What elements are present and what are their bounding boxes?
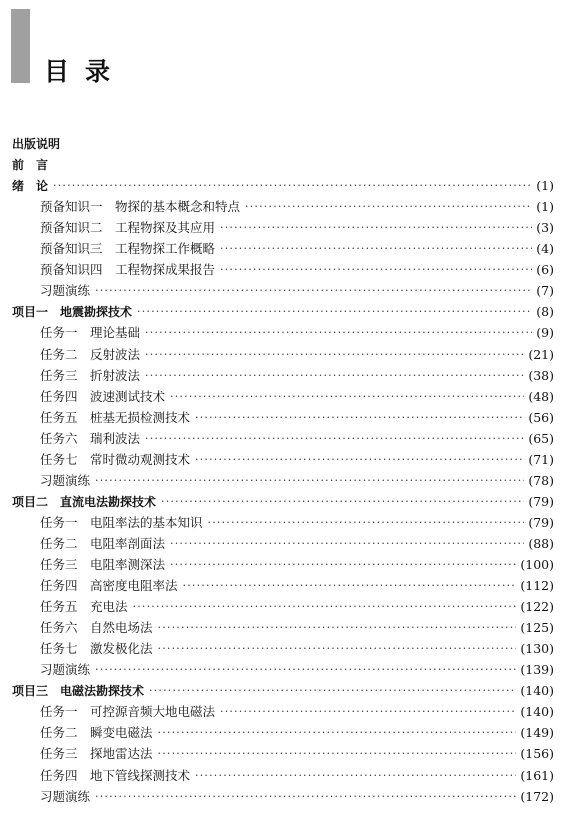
toc-subentry[interactable]: [0, 323, 569, 343]
toc-entry-label: 项目三 电磁法勘探技术: [12, 684, 145, 699]
dot-leader: [149, 681, 516, 701]
toc-entry-label: 预备知识四 工程物探成果报告: [40, 262, 216, 278]
toc-page-number: (9): [536, 325, 554, 341]
toc-entry-label: 项目一 地震勘探技术: [12, 305, 133, 320]
toc-section-entry[interactable]: [0, 681, 569, 701]
dot-leader: [170, 387, 524, 407]
toc-page-number: (172): [520, 788, 554, 804]
toc-section-entry[interactable]: [0, 492, 569, 512]
toc-subentry[interactable]: [0, 660, 569, 680]
toc-subentry[interactable]: [0, 702, 569, 722]
dot-leader: [53, 176, 532, 196]
toc-entry-label: 预备知识一 物探的基本概念和特点: [40, 199, 241, 215]
toc-entry-label: 预备知识三 工程物探工作概略: [40, 241, 216, 257]
toc-subentry[interactable]: [0, 408, 569, 428]
dot-leader: [195, 766, 516, 786]
toc-entry-label: 习题演练: [40, 283, 91, 299]
dot-leader: [158, 744, 517, 764]
dot-leader: [170, 534, 524, 554]
dot-leader: [195, 450, 524, 470]
dot-leader: [208, 513, 525, 533]
toc-subentry[interactable]: [0, 471, 569, 491]
toc-subentry[interactable]: [0, 576, 569, 596]
toc-entry-label: 习题演练: [40, 788, 91, 804]
toc-entry-label: 任务三 探地雷达法: [40, 746, 153, 762]
toc-page-number: (88): [528, 535, 554, 551]
toc-page-number: (112): [520, 578, 554, 594]
dot-leader: [170, 555, 516, 575]
dot-leader: [158, 723, 517, 743]
dot-leader: [245, 197, 532, 217]
title-char-1: 目: [44, 57, 72, 86]
dot-leader: [195, 408, 524, 428]
toc-page-number: (161): [520, 767, 554, 783]
toc-page-number: (6): [536, 262, 554, 278]
toc-subentry[interactable]: [0, 281, 569, 301]
toc-entry-label: 任务一 可控源音频大地电磁法: [40, 704, 216, 720]
toc-subentry[interactable]: [0, 239, 569, 259]
toc-subentry[interactable]: [0, 744, 569, 764]
toc-subentry[interactable]: [0, 218, 569, 238]
title-char-2: 录: [85, 57, 113, 86]
toc-entry-label: 任务五 充电法: [40, 599, 128, 615]
toc-subentry[interactable]: [0, 639, 569, 659]
toc-entry-label: 绪 论: [12, 179, 49, 194]
toc-subentry[interactable]: [0, 618, 569, 638]
dot-leader: [145, 345, 524, 365]
toc-entry-label: 任务四 波速测试技术: [40, 388, 166, 404]
toc-section-entry[interactable]: [0, 176, 569, 196]
toc-entry-label: 预备知识二 工程物探及其应用: [40, 220, 216, 236]
toc-page-number: (1): [536, 199, 554, 215]
toc-page-number: (79): [528, 514, 554, 530]
toc-entry-label: 任务七 常时微动观测技术: [40, 451, 191, 467]
toc-entry-label: 任务二 反射波法: [40, 346, 141, 362]
toc-section-entry[interactable]: [0, 134, 569, 154]
dot-leader: [220, 702, 516, 722]
dot-leader: [133, 597, 517, 617]
toc-page-number: (71): [528, 451, 554, 467]
toc-page-number: (130): [520, 641, 554, 657]
dot-leader: [158, 639, 517, 659]
toc-entry-label: 项目二 直流电法勘探技术: [12, 494, 157, 509]
toc-section-entry[interactable]: [0, 155, 569, 175]
toc-entry-label: 出版说明: [12, 137, 61, 151]
toc-entry-label: 任务七 激发极化法: [40, 641, 153, 657]
toc-page-number: (139): [520, 662, 554, 678]
toc-page-number: (156): [520, 746, 554, 762]
dot-leader: [95, 787, 516, 807]
toc-subentry[interactable]: [0, 197, 569, 217]
toc-page-number: (140): [520, 704, 554, 720]
toc-subentry[interactable]: [0, 723, 569, 743]
toc-subentry[interactable]: [0, 429, 569, 449]
dot-leader: [145, 429, 524, 449]
toc-subentry[interactable]: [0, 387, 569, 407]
toc-page-number: (48): [528, 388, 554, 404]
toc-entry-label: 任务五 桩基无损检测技术: [40, 409, 191, 425]
toc-entry-label: 任务二 电阻率剖面法: [40, 535, 166, 551]
dot-leader: [137, 302, 532, 322]
toc-subentry[interactable]: [0, 450, 569, 470]
toc-subentry[interactable]: [0, 345, 569, 365]
toc-subentry[interactable]: [0, 534, 569, 554]
dot-leader: [220, 260, 532, 280]
dot-leader: [145, 323, 532, 343]
toc-entry-label: 任务六 自然电场法: [40, 620, 153, 636]
dot-leader: [158, 618, 517, 638]
toc-subentry[interactable]: [0, 766, 569, 786]
toc-subentry[interactable]: [0, 597, 569, 617]
dot-leader: [95, 281, 532, 301]
toc-section-entry[interactable]: [0, 302, 569, 322]
toc-entry-label: 任务三 电阻率测深法: [40, 557, 166, 572]
toc-page-number: (100): [520, 557, 554, 572]
toc-page-number: (8): [536, 304, 554, 320]
toc-subentry[interactable]: [0, 513, 569, 533]
dot-leader: [183, 576, 517, 596]
toc-entry-label: 习题演练: [40, 662, 91, 678]
toc-page-number: (65): [528, 430, 554, 446]
toc-page-number: (21): [528, 346, 554, 362]
toc-entry-label: 习题演练: [40, 472, 91, 488]
toc-page-number: (1): [536, 178, 554, 194]
dot-leader: [161, 492, 524, 512]
toc-entry-label: 任务四 地下管线探测技术: [40, 767, 191, 783]
page-title: [44, 52, 112, 88]
toc-page-number: (149): [520, 725, 554, 741]
toc-entry-label: 任务三 折射波法: [40, 367, 141, 383]
toc-page-number: (7): [536, 283, 554, 299]
toc-page-number: (125): [520, 620, 554, 636]
dot-leader: [95, 660, 516, 680]
toc-entry-label: 前 言: [12, 158, 49, 173]
dot-leader: [220, 239, 532, 259]
toc-page-number: (38): [528, 367, 554, 383]
toc-page-number: (56): [528, 409, 554, 425]
toc-entry-label: 任务二 瞬变电磁法: [40, 725, 153, 741]
toc-page-number: (4): [536, 241, 554, 257]
toc-page-number: (78): [528, 472, 554, 488]
dot-leader: [220, 218, 532, 238]
toc-subentry[interactable]: [0, 260, 569, 280]
decorative-side-bar: [11, 9, 30, 83]
toc-entry-label: 任务一 理论基础: [40, 325, 141, 341]
toc-entry-label: 任务四 高密度电阻率法: [40, 578, 178, 594]
toc-subentry[interactable]: [0, 366, 569, 386]
toc-subentry[interactable]: [0, 555, 569, 575]
dot-leader: [95, 471, 524, 491]
toc-entry-label: 任务六 瑞利波法: [40, 430, 141, 446]
toc-page-number: (79): [528, 493, 554, 509]
toc-page-number: (3): [536, 220, 554, 236]
toc-page-number: (140): [520, 683, 554, 699]
toc-entry-label: 任务一 电阻率法的基本知识: [40, 514, 203, 530]
dot-leader: [145, 366, 524, 386]
toc-subentry[interactable]: [0, 787, 569, 807]
toc-page-number: (122): [520, 599, 554, 615]
